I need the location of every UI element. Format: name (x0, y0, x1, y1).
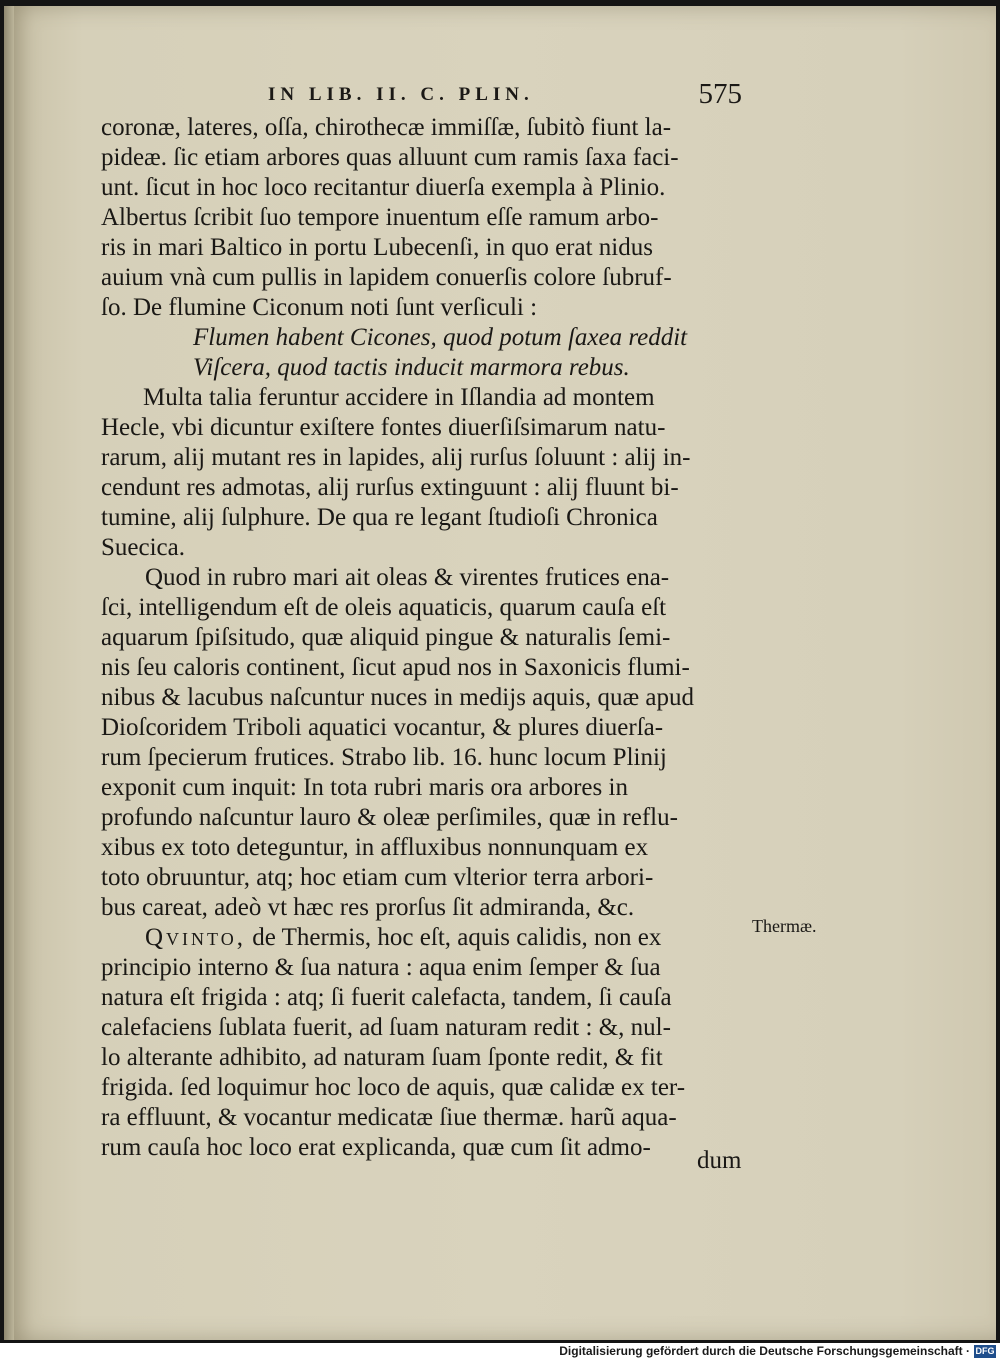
text-fragment: de Thermis, hoc eſt, aquis calidis, non ex (245, 924, 662, 951)
text-line: Hecle, vbi dicuntur exiſtere fontes diuerſiſsimarum natu- (101, 414, 666, 441)
funding-note: Digitalisierung gefördert durch die Deutsche Forschungsgemeinschaft · (559, 1344, 970, 1358)
text-line: ra effluunt, & vocantur medicatæ ſiue thermæ. harũ aqua- (101, 1104, 677, 1131)
text-line: xibus ex toto deteguntur, in affluxibus nonnunquam ex (101, 834, 649, 861)
text-line: ſo. De flumine Ciconum noti ſunt verſiculi : (101, 294, 538, 321)
text-line: unt. ſicut in hoc loco recitantur diuerſa exempla à Plinio. (101, 174, 666, 201)
text-line (101, 923, 747, 953)
main-text (101, 113, 747, 1163)
text-line: pideæ. ſic etiam arbores quas alluunt cum ramis ſaxa faci- (101, 144, 679, 171)
text-line: profundo naſcuntur lauro & oleæ perſimiles, quæ in reflu- (101, 804, 678, 831)
text-line: Dioſcoridem Triboli aquatici vocantur, & plures diuerſa- (101, 714, 664, 741)
text-line: Albertus ſcribit ſuo tempore inuentum eſſe ramum arbo- (101, 204, 659, 231)
text-line: toto obruuntur, atq; hoc etiam cum vlterior terra arbori- (101, 864, 654, 891)
text-line: tumine, alij ſulphure. De qua re legant ſtudioſi Chronica (101, 504, 658, 531)
footer-bar (0, 1343, 1000, 1362)
running-title: IN LIB. II. C. PLIN. (268, 84, 534, 105)
text-line: principio interno & ſua natura : aqua enim ſemper & ſua (101, 954, 661, 981)
catchword: dum (697, 1147, 742, 1174)
text-line: nis ſeu caloris continent, ſicut apud nos in Saxonicis flumi- (101, 654, 690, 681)
text-line: Quod in rubro mari ait oleas & virentes frutices ena- (145, 564, 670, 591)
text-line: rum ſpecierum frutices. Strabo lib. 16. hunc locum Plinij (101, 744, 667, 771)
text-line: ris in mari Baltico in portu Lubecenſi, in quo erat nidus (101, 234, 653, 261)
marginal-note: Thermæ. (752, 916, 817, 936)
text-line: rum cauſa hoc loco erat explicanda, quæ cum ſit admo- (101, 1134, 651, 1161)
text-line: nibus & lacubus naſcuntur nuces in medijs aquis, quæ apud (101, 684, 694, 711)
text-line: Suecica. (101, 534, 185, 561)
page-gutter-edge (4, 6, 14, 1340)
page-number: 575 (698, 78, 742, 110)
paragraph-3 (101, 563, 747, 923)
verse-line: Viſcera, quod tactis inducit marmora rebus. (193, 354, 630, 381)
verse-quotation (101, 323, 747, 383)
text-line: Multa talia feruntur accidere in Iſlandia ad montem (143, 384, 655, 411)
text-line: lo alterante adhibito, ad naturam ſuam ſponte redit, & fit (101, 1044, 663, 1071)
dfg-logo: DFG (975, 1346, 995, 1356)
verse-line: Flumen habent Cicones, quod potum ſaxea reddit (193, 324, 688, 351)
paragraph-4 (101, 923, 747, 1163)
text-line: aquarum ſpiſsitudo, quæ aliquid pingue & naturalis ſemi- (101, 624, 671, 651)
text-line: frigida. ſed loquimur hoc loco de aquis, quæ calidæ ex ter- (101, 1074, 686, 1101)
text-line: cendunt res admotas, alij rurſus extinguunt : alij fluunt bi- (101, 474, 679, 501)
text-line: exponit cum inquit: In tota rubri maris ora arbores in (101, 774, 628, 801)
page-header (258, 78, 748, 118)
text-line: coronæ, lateres, oſſa, chirothecæ immiſſæ, ſubitò fiunt la- (101, 114, 672, 141)
small-caps-lead: Qvinto, (145, 924, 246, 951)
paragraph-1 (101, 113, 747, 323)
text-line: rarum, alij mutant res in lapides, alij rurſus ſoluunt : alij in- (101, 444, 691, 471)
paragraph-2 (101, 383, 747, 563)
text-line: auium vnà cum pullis in lapidem conuerſis colore ſubruf- (101, 264, 672, 291)
text-line: calefaciens ſublata fuerit, ad ſuam naturam redit : &, nul- (101, 1014, 671, 1041)
text-line: bus careat, adeò vt hæc res prorſus ſit admiranda, &c. (101, 894, 635, 921)
text-line: natura eſt frigida : atq; ſi fuerit calefacta, tandem, ſi cauſa (101, 984, 672, 1011)
text-line: ſci, intelligendum eſt de oleis aquaticis, quarum cauſa eſt (101, 594, 667, 621)
